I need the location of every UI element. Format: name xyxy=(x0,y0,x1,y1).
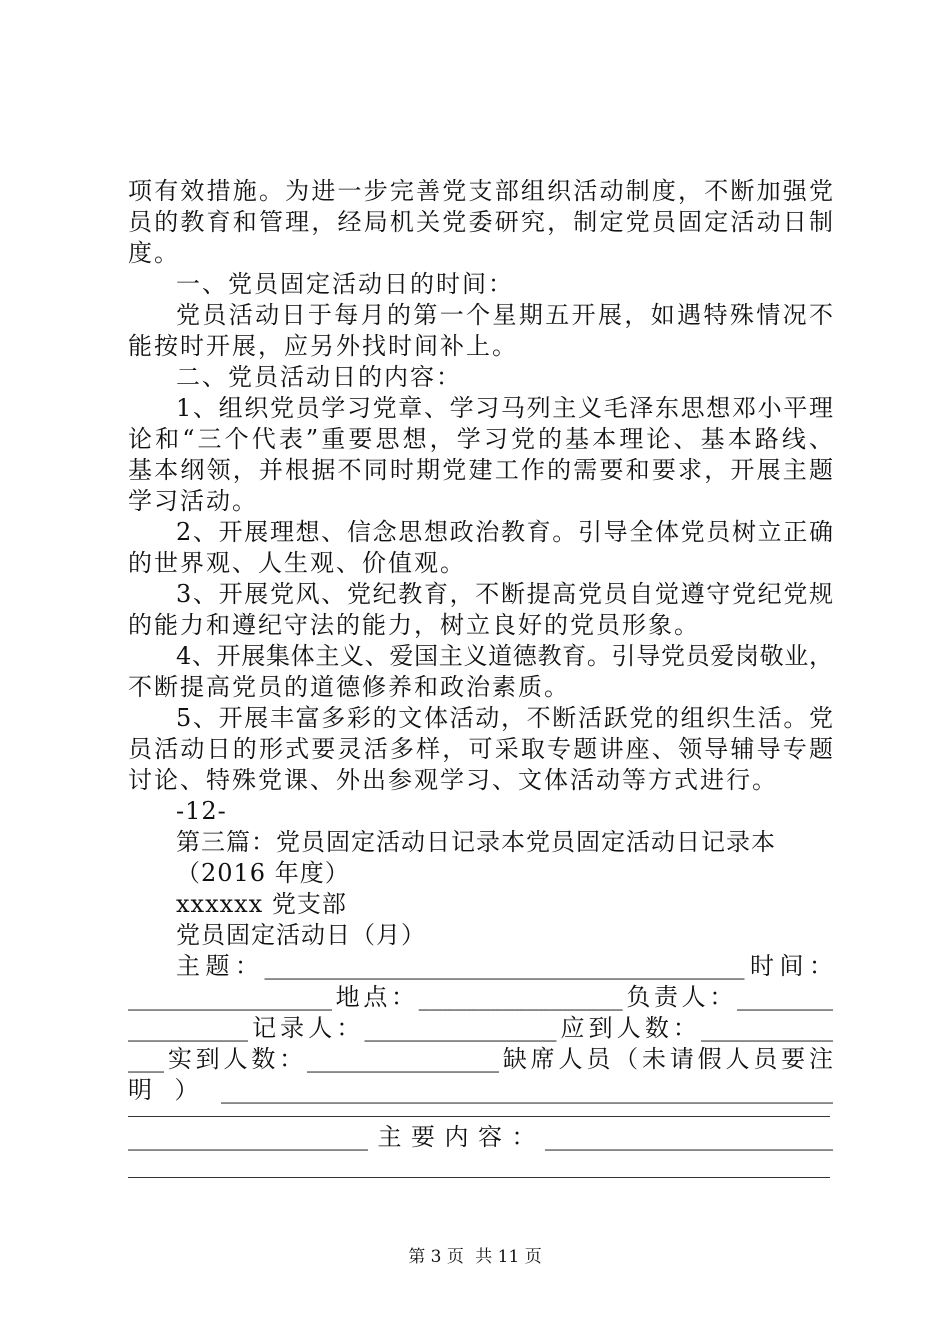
form-blank-line xyxy=(128,1116,830,1117)
page-total: 共 11 页 xyxy=(475,1247,542,1267)
page-footer xyxy=(0,1242,950,1267)
form-line-topic: 主题：________________________________________时间： xyxy=(176,952,833,980)
text-line: 3、开展党风、党纪教育，不断提高党员自觉遵守党纪党规 xyxy=(176,580,833,608)
form-blank-line xyxy=(128,1177,830,1178)
text-line: 的能力和遵纪守法的能力，树立良好的党员形象。 xyxy=(128,611,700,639)
text-line: 项有效措施。为进一步完善党支部组织活动制度，不断加强党 xyxy=(128,177,833,205)
page-marker: -12- xyxy=(176,797,227,825)
text-line: 基本纲领，并根据不同时期党建工作的需要和要求，开展主题 xyxy=(128,456,833,484)
text-line: 1、组织党员学习党章、学习马列主义毛泽东思想邓小平理 xyxy=(176,394,833,422)
text-line: 论和“三个代表”重要思想，学习党的基本理论、基本路线、 xyxy=(128,425,833,453)
chapter-title: 第三篇：党员固定活动日记录本党员固定活动日记录本 xyxy=(176,828,776,856)
form-line-location: _________________地点：_________________负责人：________ xyxy=(128,983,833,1011)
text-line: 能按时开展，应另外找时间补上。 xyxy=(128,332,518,360)
text-line: 员活动日的形式要灵活多样，可采取专题讲座、领导辅导专题 xyxy=(128,735,833,763)
text-line: 4、开展集体主义、爱国主义道德教育。引导党员爱岗敬业， xyxy=(176,642,833,670)
branch-label: xxxxxx 党支部 xyxy=(176,890,347,918)
text-line: 度。 xyxy=(128,239,180,267)
year-label: （2016 年度） xyxy=(176,859,350,887)
section-heading: 一、党员固定活动日的时间： xyxy=(176,270,514,298)
page-number: 第 3 页 xyxy=(408,1247,464,1267)
text-line: 学习活动。 xyxy=(128,487,258,515)
form-line-absent-note: 明）___________________________________________________ xyxy=(128,1076,833,1104)
text-line: 党员活动日于每月的第一个星期五开展，如遇特殊情况不 xyxy=(176,301,833,329)
form-line-content: ____________________主要内容：________________________ xyxy=(128,1123,833,1151)
text-line: 2、开展理想、信念思想政治教育。引导全体党员树立正确 xyxy=(176,518,833,546)
form-line-recorder: __________记录人：________________应到人数：___________ xyxy=(128,1014,833,1042)
text-line: 的世界观、人生观、价值观。 xyxy=(128,549,466,577)
form-title: 党员固定活动日（月） xyxy=(176,921,426,949)
form-line-attendance: ___实到人数：________________缺席人员（未请假人员要注 xyxy=(128,1045,833,1073)
text-line: 不断提高党员的道德修养和政治素质。 xyxy=(128,673,570,701)
section-heading: 二、党员活动日的内容： xyxy=(176,363,462,391)
text-line: 员的教育和管理，经局机关党委研究，制定党员固定活动日制 xyxy=(128,208,833,236)
text-line: 讨论、特殊党课、外出参观学习、文体活动等方式进行。 xyxy=(128,766,778,794)
text-line: 5、开展丰富多彩的文体活动，不断活跃党的组织生活。党 xyxy=(176,704,833,732)
